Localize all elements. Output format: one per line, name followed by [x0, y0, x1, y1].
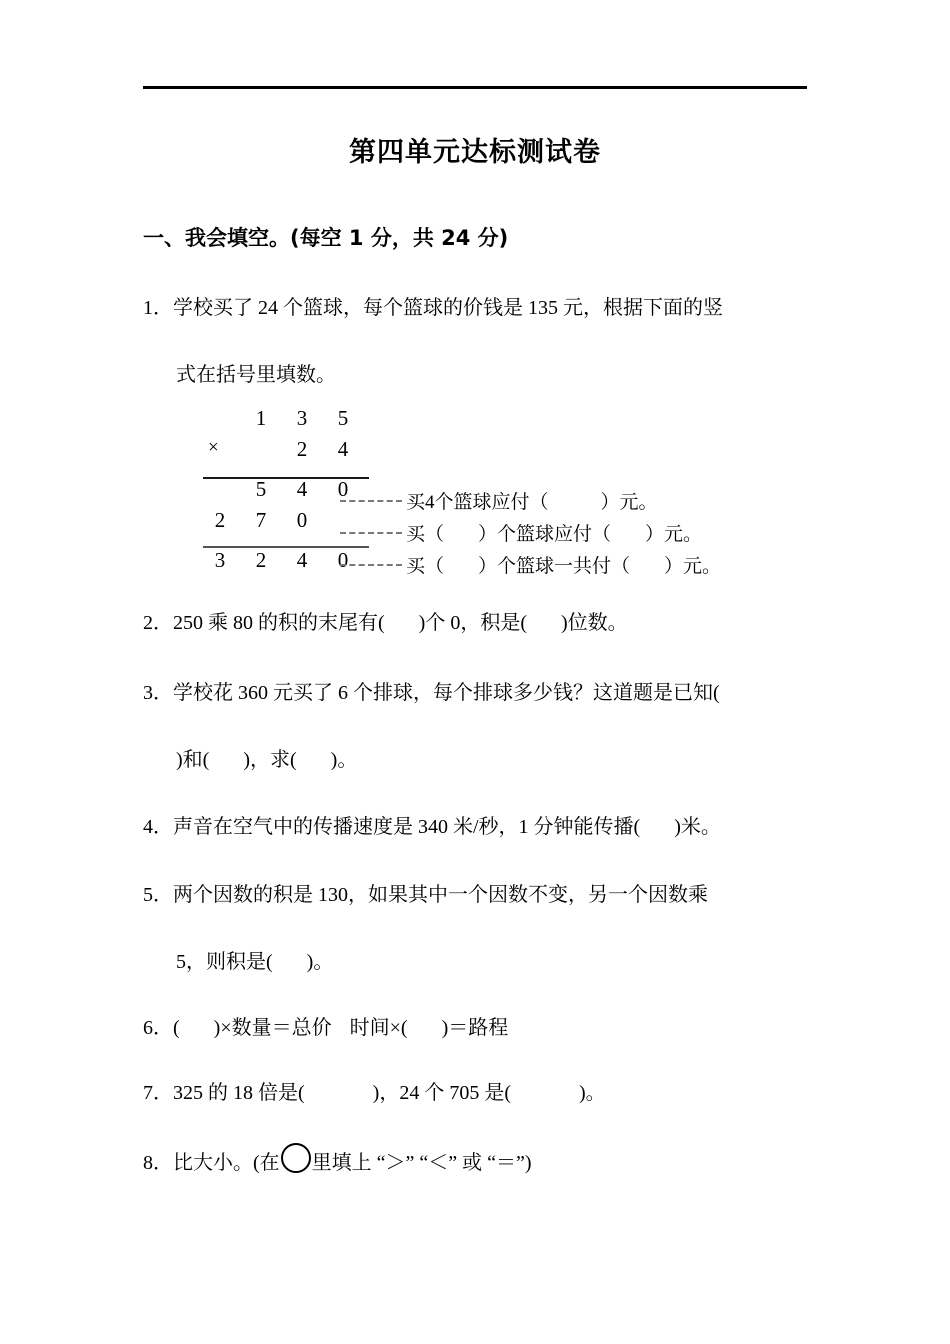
question-6	[143, 1013, 508, 1043]
question-6-part-4: )＝路程	[441, 1017, 509, 1039]
circle-icon	[281, 1143, 311, 1173]
question-5-line-1	[143, 880, 708, 910]
annotation-3-suffix: ）元。	[664, 556, 722, 577]
section-heading-fill-in-blanks: 一、我会填空。(每空 1 分，共 24 分)	[143, 226, 509, 250]
leader-line-2	[340, 532, 402, 534]
question-1-annotation-1	[406, 487, 658, 514]
annotation-3-prefix: 买（	[406, 556, 445, 577]
question-4-part-2: )米。	[674, 816, 721, 838]
question-5-part-a: 5，则积是(	[176, 951, 273, 973]
annotation-3-middle: ）个篮球一共付（	[478, 556, 631, 577]
header-rule	[143, 86, 807, 89]
question-1-line-1	[143, 293, 723, 323]
question-6-part-2: )×数量＝总价	[213, 1017, 332, 1039]
vmult-digit: 3	[214, 548, 226, 572]
question-1-annotation-3	[406, 551, 721, 578]
question-4-part-1: 声音在空气中的传播速度是 340 米/秒，1 分钟能传播(	[173, 816, 641, 838]
leader-line-3	[340, 564, 402, 566]
vmult-digit: 4	[296, 477, 308, 501]
vmult-digit: 0	[337, 548, 349, 572]
vmult-digit: 4	[337, 437, 349, 461]
question-5-text-line-1: 两个因数的积是 130，如果其中一个因数不变，另一个因数乘	[173, 884, 708, 906]
vmult-digit: 1	[255, 406, 267, 430]
page-title: 第四单元达标测试卷	[349, 137, 601, 168]
question-6-number: 6．	[143, 1017, 173, 1039]
annotation-2-prefix: 买（	[406, 524, 445, 545]
question-2-part-2: )个 0，积是(	[418, 612, 527, 634]
vmult-digit: 2	[255, 548, 267, 572]
question-1-text-line-2: 式在括号里填数。	[176, 364, 336, 386]
annotation-1-suffix: ）元。	[600, 492, 658, 513]
annotation-2-suffix: ）元。	[645, 524, 703, 545]
question-7-part-2: )，24 个 705 是(	[372, 1082, 511, 1104]
vmult-digit: 4	[296, 548, 308, 572]
question-3-part-c: )。	[330, 749, 358, 771]
vmult-digit: 0	[337, 477, 349, 501]
annotation-1-prefix: 买4个篮球应付（	[406, 492, 549, 513]
vmult-digit: 2	[214, 508, 226, 532]
question-8-part-2: 里填上 “＞” “＜” 或 “＝”)	[311, 1152, 532, 1174]
question-1-line-2	[176, 360, 336, 390]
question-1-text-line-1: 学校买了 24 个篮球，每个篮球的价钱是 135 元，根据下面的竖	[173, 297, 723, 319]
question-7	[143, 1078, 606, 1108]
multiply-operator-icon: ×	[208, 437, 219, 458]
question-3-part-a: )和(	[176, 749, 210, 771]
question-5-line-2	[176, 947, 333, 977]
vmult-digit: 0	[296, 508, 308, 532]
annotation-2-middle: ）个篮球应付（	[478, 524, 612, 545]
question-5-number: 5．	[143, 884, 173, 906]
question-5-part-b: )。	[306, 951, 334, 973]
question-3-part-b: )，求(	[243, 749, 297, 771]
vmult-digit: 2	[296, 437, 308, 461]
question-3-text-line-1: 学校花 360 元买了 6 个排球，每个排球多少钱？这道题是已知(	[173, 682, 720, 704]
question-7-part-3: )。	[579, 1082, 606, 1104]
question-1-annotation-2	[406, 519, 702, 546]
question-7-part-1: 325 的 18 倍是(	[173, 1082, 305, 1104]
question-1-number: 1．	[143, 297, 173, 319]
question-8	[143, 1143, 532, 1178]
leader-line-1	[340, 500, 402, 502]
question-3-line-2	[176, 745, 357, 775]
vmult-digit: 7	[255, 508, 267, 532]
question-2-number: 2．	[143, 612, 173, 634]
question-3-line-1	[143, 678, 720, 708]
question-6-part-3: 时间×(	[349, 1017, 408, 1039]
question-6-part-1: (	[173, 1017, 180, 1039]
vmult-digit: 5	[255, 477, 267, 501]
vmult-digit: 3	[296, 406, 308, 430]
question-3-number: 3．	[143, 682, 173, 704]
question-2-part-1: 250 乘 80 的积的末尾有(	[173, 612, 385, 634]
question-2	[143, 608, 628, 638]
question-8-part-1: 比大小。(在	[173, 1152, 280, 1174]
question-4-number: 4．	[143, 816, 173, 838]
question-4	[143, 812, 721, 842]
vmult-digit: 5	[337, 406, 349, 430]
question-8-number: 8．	[143, 1152, 173, 1174]
question-7-number: 7．	[143, 1082, 173, 1104]
question-2-part-3: )位数。	[561, 612, 628, 634]
